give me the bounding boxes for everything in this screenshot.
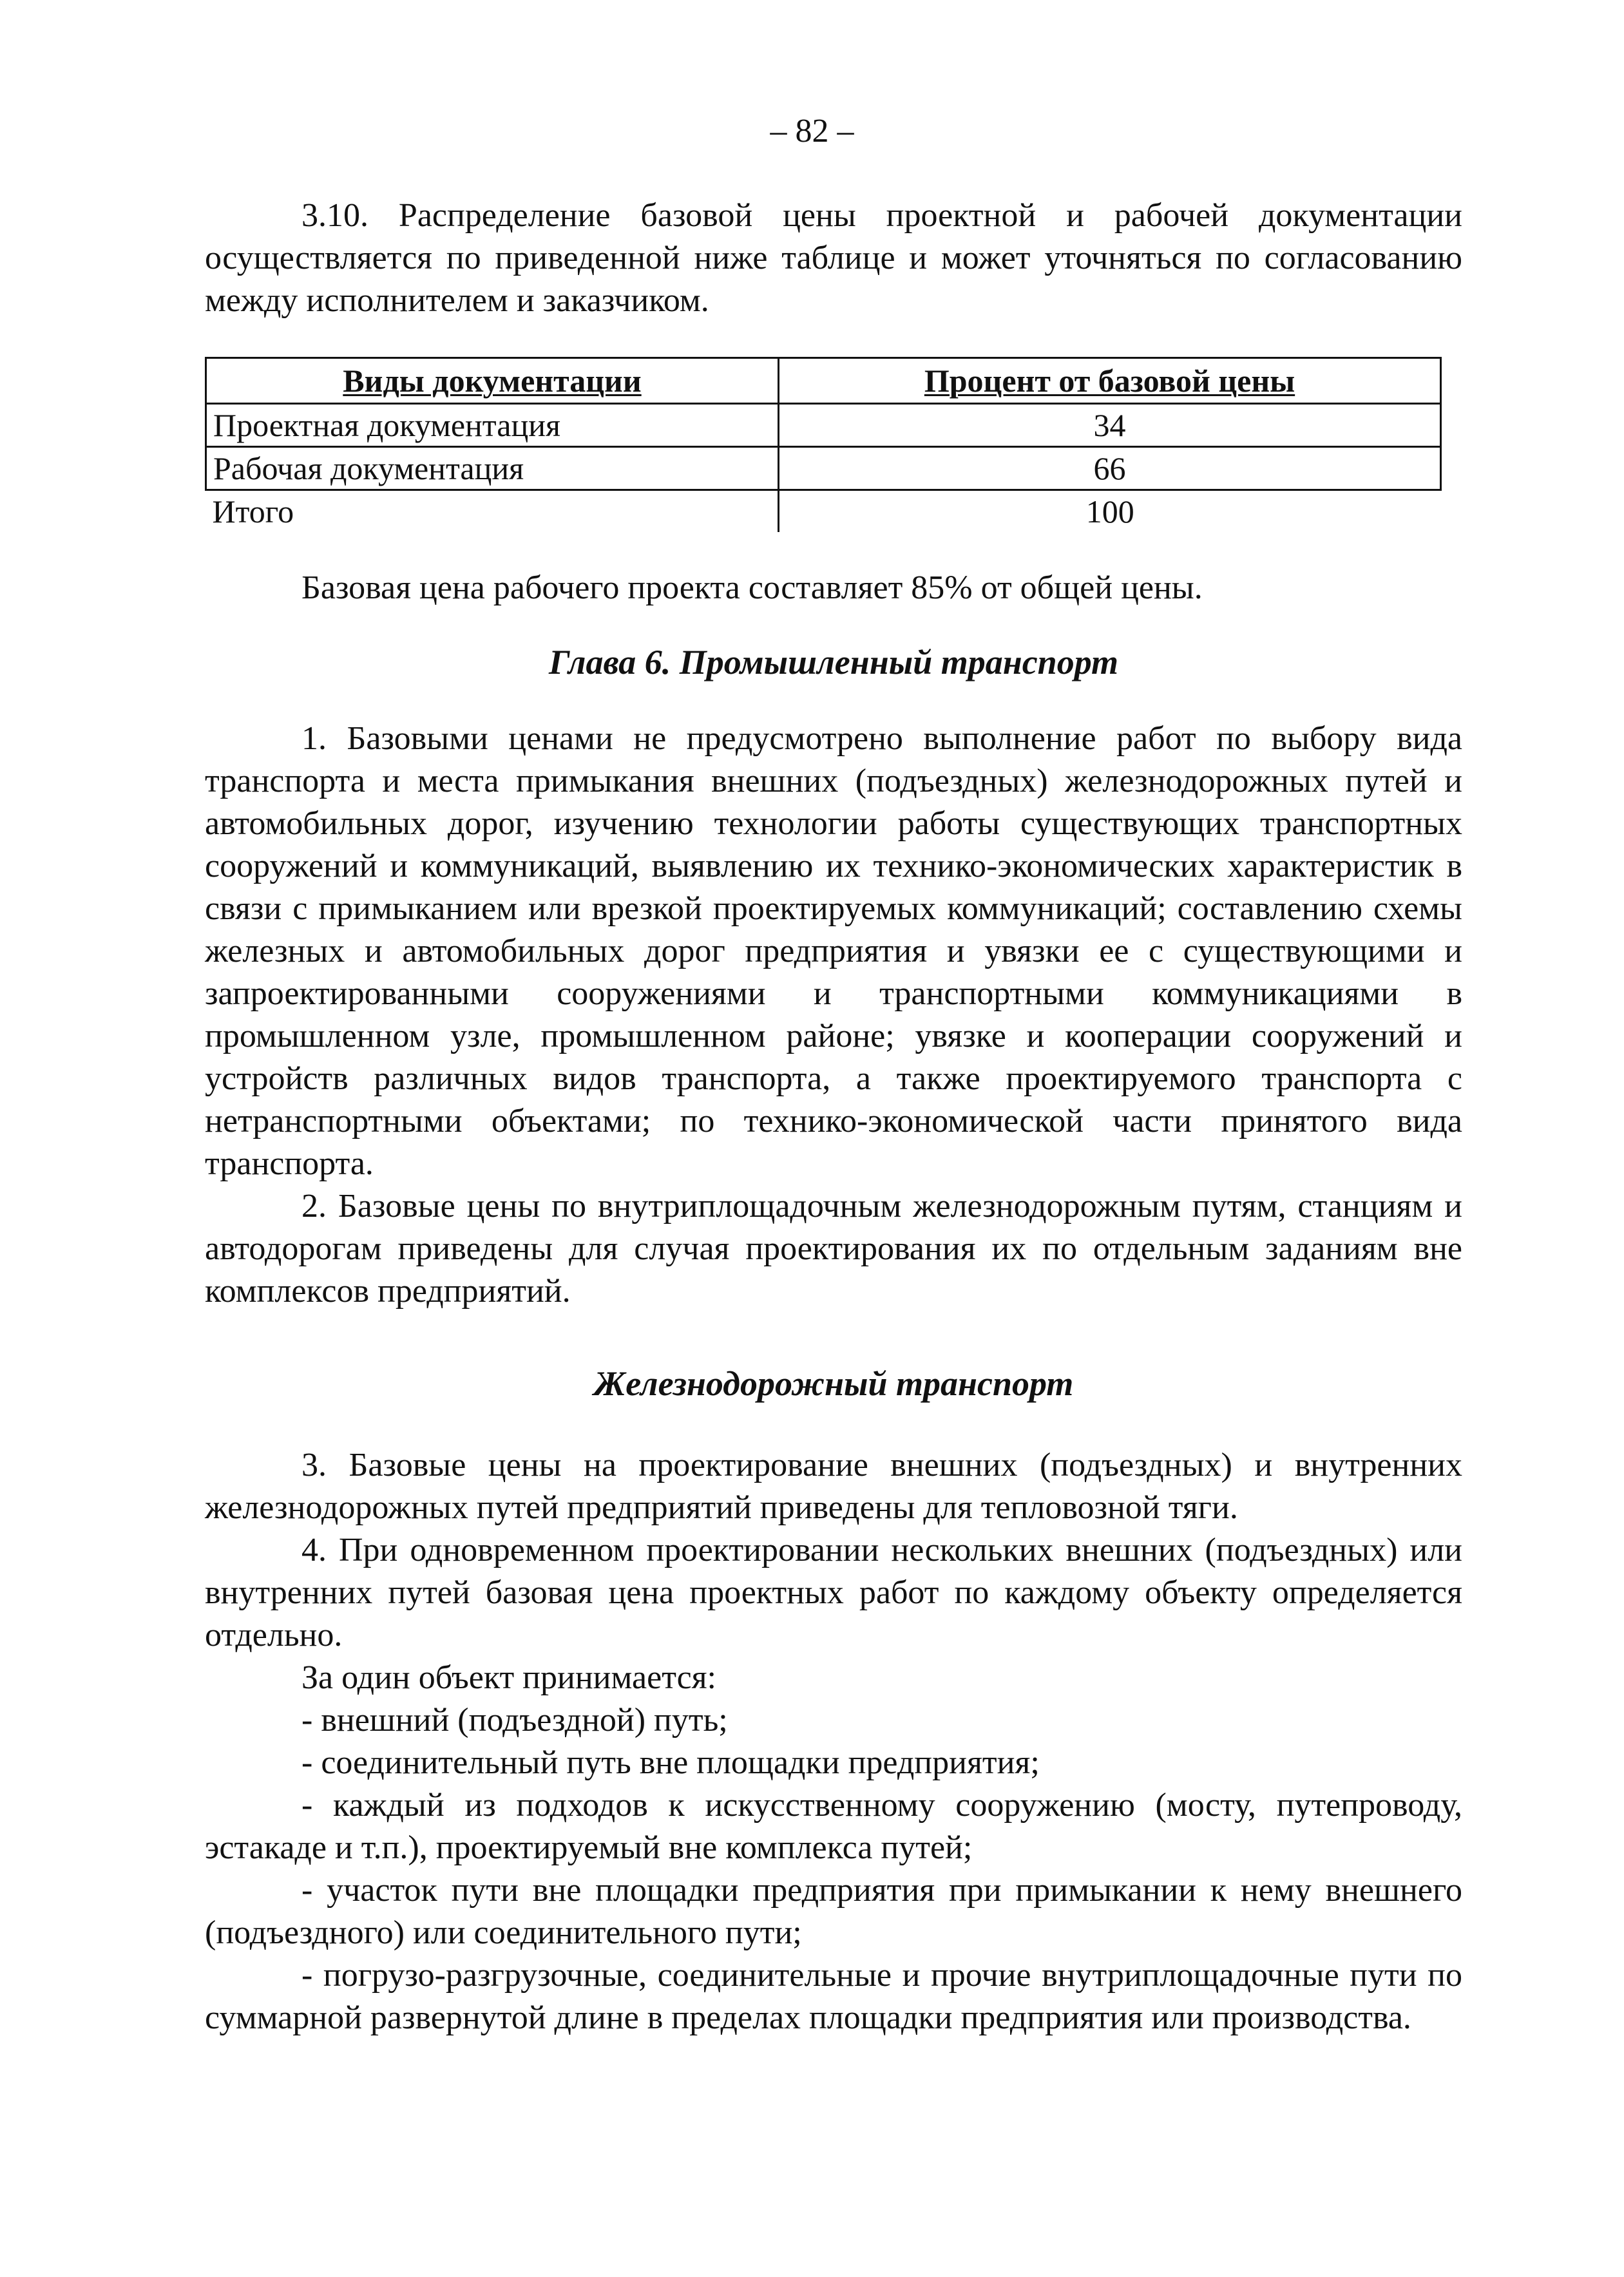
list-item: - внешний (подъездной) путь; xyxy=(301,1702,728,1739)
list-item: - соединительный путь вне площадки предприятия; xyxy=(301,1744,1040,1781)
page-content xyxy=(205,195,1462,2039)
table-total-value: 100 xyxy=(779,490,1441,533)
table-total-label: Итого xyxy=(206,490,779,533)
table-cell-value: 34 xyxy=(779,404,1441,447)
table-cell-label: Проектная документация xyxy=(206,404,779,447)
chapter-paragraph-1: 1. Базовыми ценами не предусмотрено выполнение работ по выбору вида транспорта и места примыкания внешних (подъездных) железнодорожных путей и автомобильных дорог, изучению технологии работы существующих транспортных сооружений и коммуникаций, выявлению их технико-экономических характеристик в связи с примыканием или врезкой проектируемых коммуникаций; составлению схемы железных и автомобильных дорог предприятия и увязки ее с существующими и запроектированными сооружениями и транспортными коммуникациями в промышленном узле, промышленном районе; увязке и кооперации сооружений и устройств различных видов транспорта, а также проектируемого транспорта с нетранспортными объектами; по технико-экономической части принятого вида транспорта. xyxy=(205,720,1462,1182)
object-list xyxy=(205,1699,1462,2039)
chapter-paragraph-2: 2. Базовые цены по внутриплощадочным железнодорожным путям, станциям и автодорогам приведены для случая проектирования их по отдельным заданиям вне комплексов предприятий. xyxy=(205,1188,1462,1310)
table-row xyxy=(206,404,1441,447)
price-distribution-table xyxy=(205,357,1442,532)
section-paragraph-3: 3. Базовые цены на проектирование внешних (подъездных) и внутренних железнодорожных путей предприятий приведены для тепловозной тяги. xyxy=(205,1447,1462,1526)
page-number: – 82 – xyxy=(770,113,854,149)
chapter-title: Глава 6. Промышленный транспорт xyxy=(548,643,1118,681)
base-price-note: Базовая цена рабочего проекта составляет 85% от общей цены. xyxy=(301,569,1203,606)
table-header-doc-type: Виды документации xyxy=(206,358,779,404)
list-item: - каждый из подходов к искусственному сооружению (мосту, путепроводу, эстакаде и т.п.), проектируемый вне комплекса путей; xyxy=(205,1787,1462,1866)
section-title: Железнодорожный транспорт xyxy=(593,1364,1074,1403)
intro-paragraph: 3.10. Распределение базовой цены проектной и рабочей документации осуществляется по приведенной ниже таблице и может уточняться по согласованию между исполнителем и заказчиком. xyxy=(205,197,1462,319)
table-cell-label: Рабочая документация xyxy=(206,447,779,490)
table-total-row xyxy=(206,490,1441,533)
table-row xyxy=(206,447,1441,490)
table-header-row xyxy=(206,358,1441,404)
section-paragraph-4: 4. При одновременном проектировании нескольких внешних (подъездных) или внутренних путей базовая цена проектных работ по каждому объекту определяется отдельно. xyxy=(205,1532,1462,1653)
table-cell-value: 66 xyxy=(779,447,1441,490)
list-item: - участок пути вне площадки предприятия при примыкании к нему внешнего (подъездного) или соединительного пути; xyxy=(205,1872,1462,1951)
list-item: - погрузо-разгрузочные, соединительные и прочие внутриплощадочные пути по суммарной развернутой длине в пределах площадки предприятия или производства. xyxy=(205,1957,1462,2036)
object-list-intro: За один объект принимается: xyxy=(301,1659,717,1696)
table-header-percent: Процент от базовой цены xyxy=(779,358,1441,404)
